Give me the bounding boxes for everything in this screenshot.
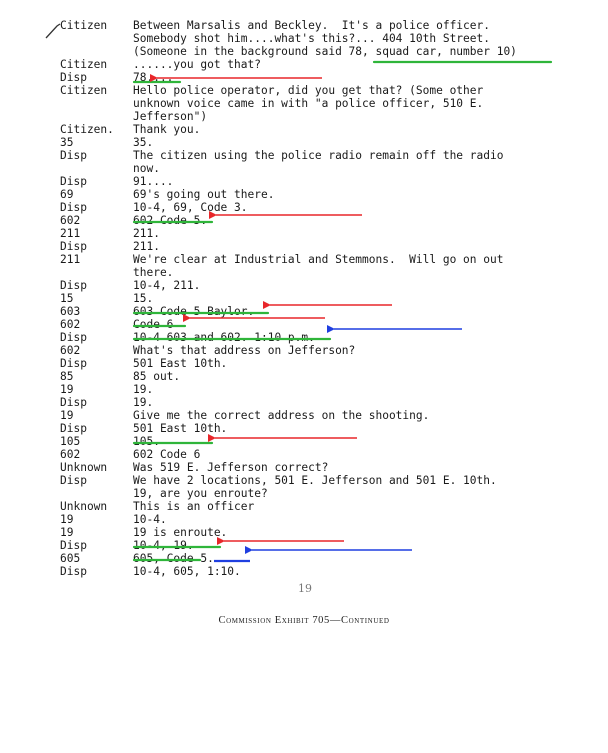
transcript-line bbox=[0, 474, 608, 487]
transcript-text: Was 519 E. Jefferson correct? bbox=[133, 461, 329, 474]
transcript-line bbox=[0, 84, 608, 97]
transcript-text: ......you got that? bbox=[133, 58, 261, 71]
speaker-label: 19 bbox=[60, 513, 74, 526]
transcript-line bbox=[0, 526, 608, 539]
transcript-line bbox=[0, 305, 608, 318]
transcript-text: 69's going out there. bbox=[133, 188, 275, 201]
transcript-line bbox=[0, 97, 608, 110]
transcript-text: 15. bbox=[133, 292, 154, 305]
transcript-text: 211. bbox=[133, 227, 160, 240]
speaker-label: Disp bbox=[60, 201, 87, 214]
transcript-text: 19. bbox=[133, 396, 154, 409]
speaker-label: 19 bbox=[60, 409, 74, 422]
speaker-label: 19 bbox=[60, 383, 74, 396]
speaker-label: Citizen. bbox=[60, 123, 114, 136]
transcript-text: (Someone in the background said 78, squad car, number 10) bbox=[133, 45, 517, 58]
transcript-line bbox=[0, 435, 608, 448]
transcript-line bbox=[0, 370, 608, 383]
transcript-text: Thank you. bbox=[133, 123, 201, 136]
transcript-text: 78.... bbox=[133, 71, 174, 84]
transcript-text: 10-4 603 and 602. 1:10 p.m. bbox=[133, 331, 315, 344]
transcript-text: The citizen using the police radio remain off the radio bbox=[133, 149, 504, 162]
speaker-label: Disp bbox=[60, 396, 87, 409]
transcript-text: 603 Code 5 Baylor. bbox=[133, 305, 255, 318]
transcript-line bbox=[0, 396, 608, 409]
transcript-line bbox=[0, 565, 608, 578]
transcript-line bbox=[0, 175, 608, 188]
transcript-text: 10-4, 19. bbox=[133, 539, 194, 552]
transcript-line bbox=[0, 227, 608, 240]
transcript-line bbox=[0, 123, 608, 136]
speaker-label: Citizen bbox=[60, 19, 108, 32]
transcript-line bbox=[0, 331, 608, 344]
transcript-line bbox=[0, 383, 608, 396]
transcript-line bbox=[0, 19, 608, 32]
transcript-line bbox=[0, 422, 608, 435]
transcript-text: Give me the correct address on the shooting. bbox=[133, 409, 430, 422]
transcript-line bbox=[0, 253, 608, 266]
speaker-label: 211 bbox=[60, 253, 81, 266]
speaker-label: Disp bbox=[60, 565, 87, 578]
speaker-label: Unknown bbox=[60, 461, 108, 474]
transcript-text: 35. bbox=[133, 136, 154, 149]
transcript-text: This is an officer bbox=[133, 500, 255, 513]
speaker-label: 605 bbox=[60, 552, 81, 565]
speaker-label: Disp bbox=[60, 474, 87, 487]
speaker-label: Disp bbox=[60, 422, 87, 435]
speaker-label: Citizen bbox=[60, 58, 108, 71]
transcript-text: We're clear at Industrial and Stemmons. Will go on out bbox=[133, 253, 504, 266]
transcript-text: Between Marsalis and Beckley. It's a police officer. bbox=[133, 19, 490, 32]
transcript-line bbox=[0, 552, 608, 565]
transcript-text: What's that address on Jefferson? bbox=[133, 344, 356, 357]
transcript-text: 19 is enroute. bbox=[133, 526, 228, 539]
transcript-line bbox=[0, 188, 608, 201]
speaker-label: 602 bbox=[60, 318, 81, 331]
transcript-text: 10-4, 211. bbox=[133, 279, 201, 292]
transcript-text: 91.... bbox=[133, 175, 174, 188]
speaker-label: Disp bbox=[60, 357, 87, 370]
transcript-line bbox=[0, 513, 608, 526]
speaker-label: 602 bbox=[60, 344, 81, 357]
transcript-line bbox=[0, 318, 608, 331]
transcript-text: 605, Code 5. bbox=[133, 552, 214, 565]
speaker-label: Disp bbox=[60, 279, 87, 292]
transcript-text: unknown voice came in with "a police officer, 510 E. bbox=[133, 97, 484, 110]
transcript-text: Jefferson") bbox=[133, 110, 208, 123]
speaker-label: 69 bbox=[60, 188, 74, 201]
transcript-text: 501 East 10th. bbox=[133, 422, 228, 435]
transcript-line bbox=[0, 461, 608, 474]
transcript-text: 10-4, 605, 1:10. bbox=[133, 565, 241, 578]
transcript-line bbox=[0, 136, 608, 149]
speaker-label: 85 bbox=[60, 370, 74, 383]
transcript-text: 211. bbox=[133, 240, 160, 253]
transcript-text: there. bbox=[133, 266, 174, 279]
speaker-label: 105 bbox=[60, 435, 81, 448]
speaker-label: Disp bbox=[60, 175, 87, 188]
speaker-label: Disp bbox=[60, 149, 87, 162]
transcript-line bbox=[0, 214, 608, 227]
transcript-line bbox=[0, 448, 608, 461]
transcript-line bbox=[0, 344, 608, 357]
speaker-label: 602 bbox=[60, 214, 81, 227]
transcript-line bbox=[0, 539, 608, 552]
transcript-text: Hello police operator, did you get that? (Some other bbox=[133, 84, 484, 97]
transcript-text: 19. bbox=[133, 383, 154, 396]
transcript-line bbox=[0, 71, 608, 84]
speaker-label: Disp bbox=[60, 240, 87, 253]
speaker-label: Disp bbox=[60, 71, 87, 84]
transcript-text: now. bbox=[133, 162, 160, 175]
transcript-text: 602 Code 6 bbox=[133, 448, 201, 461]
speaker-label: 15 bbox=[60, 292, 74, 305]
speaker-label: 35 bbox=[60, 136, 74, 149]
transcript-line bbox=[0, 201, 608, 214]
speaker-label: 603 bbox=[60, 305, 81, 318]
transcript-text: 602 Code 5. bbox=[133, 214, 208, 227]
transcript-text: 85 out. bbox=[133, 370, 181, 383]
speaker-label: 19 bbox=[60, 526, 74, 539]
speaker-label: Citizen bbox=[60, 84, 108, 97]
transcript-text: We have 2 locations, 501 E. Jefferson and 501 E. 10th. bbox=[133, 474, 497, 487]
speaker-label: 211 bbox=[60, 227, 81, 240]
transcript-line bbox=[0, 32, 608, 45]
transcript-line bbox=[0, 162, 608, 175]
speaker-label: 602 bbox=[60, 448, 81, 461]
transcript-line bbox=[0, 240, 608, 253]
transcript-line bbox=[0, 45, 608, 58]
transcript-text: 10-4. bbox=[133, 513, 167, 526]
speaker-label: Disp bbox=[60, 539, 87, 552]
transcript-text: 19, are you enroute? bbox=[133, 487, 268, 500]
transcript-line bbox=[0, 279, 608, 292]
transcript-line bbox=[0, 409, 608, 422]
transcript-line bbox=[0, 500, 608, 513]
transcript-line bbox=[0, 292, 608, 305]
transcript-text: Code 6 bbox=[133, 318, 174, 331]
transcript-line bbox=[0, 357, 608, 370]
transcript-line bbox=[0, 58, 608, 71]
transcript-text: 501 East 10th. bbox=[133, 357, 228, 370]
transcript-line bbox=[0, 149, 608, 162]
transcript-text: 105. bbox=[133, 435, 160, 448]
transcript-line bbox=[0, 110, 608, 123]
speaker-label: Disp bbox=[60, 331, 87, 344]
speaker-label: Unknown bbox=[60, 500, 108, 513]
transcript-line bbox=[0, 487, 608, 500]
exhibit-caption: Commission Exhibit 705—Continued bbox=[218, 615, 390, 626]
transcript-line bbox=[0, 266, 608, 279]
transcript-text: Somebody shot him....what's this?... 404 10th Street. bbox=[133, 32, 490, 45]
transcript-text: 10-4, 69, Code 3. bbox=[133, 201, 248, 214]
page-number: 19 bbox=[298, 582, 312, 595]
